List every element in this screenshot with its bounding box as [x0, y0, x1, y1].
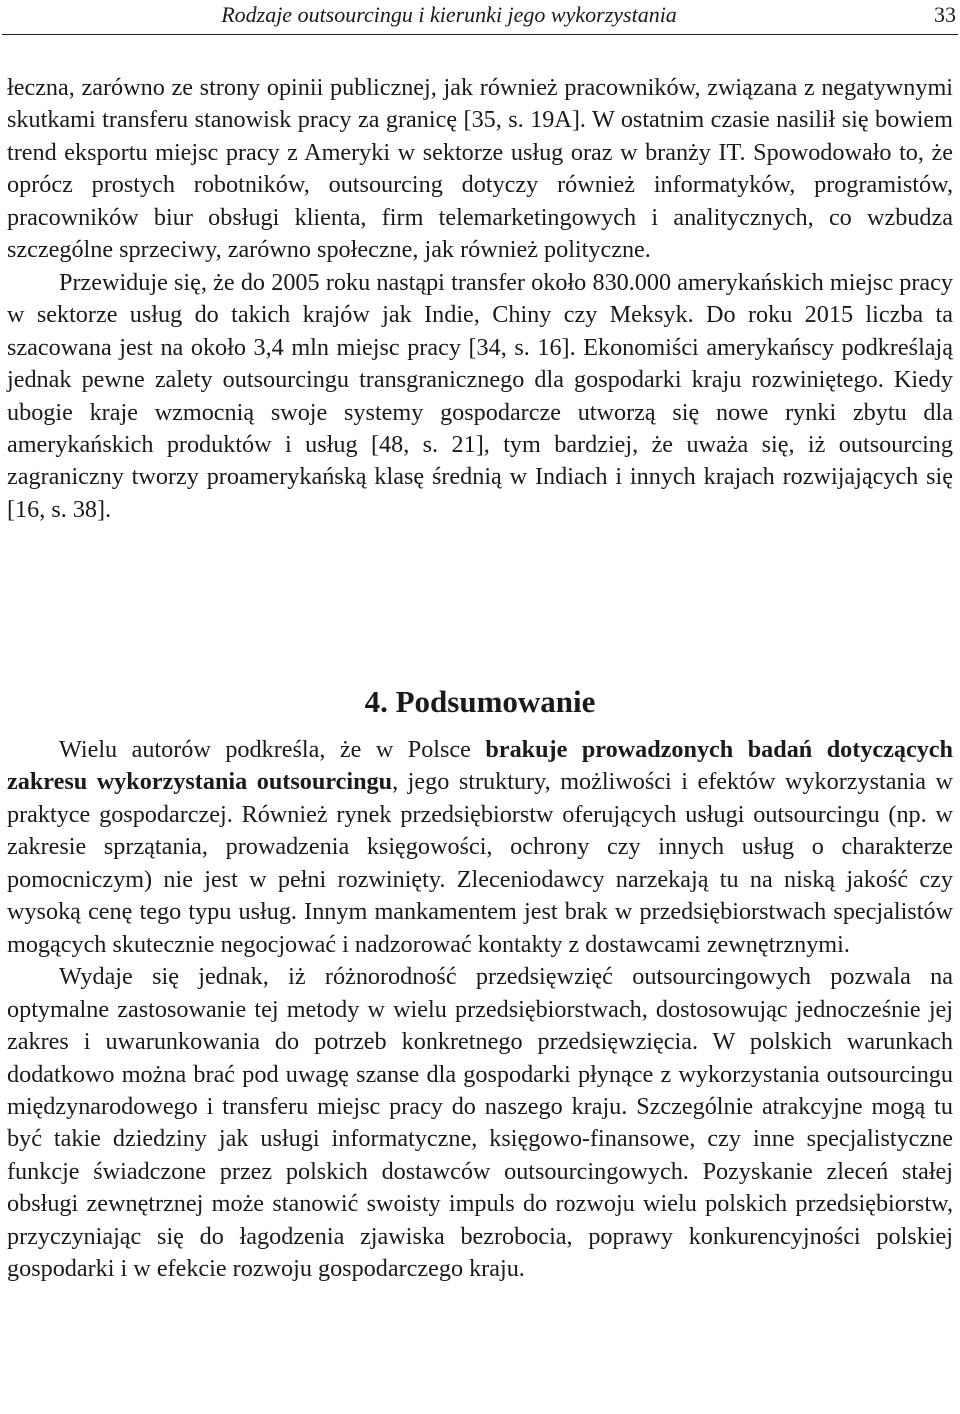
summary-rest-text: , jego struktury, możliwości i efektów wykorzystania w praktyce gospodarczej. Również rynek przedsiębiorstw oferujących usługi outsourcingu (np. w zakresie sprzątania, prowadzenia księgowości, ochrony czy innych usług o charakterze pomocniczym) nie jest w pełni rozwinięty. Zleceniodawcy narzekają tu na niską jakość czy wysoką cenę tego typu usług. Innym mankamentem jest brak w przedsiębiorstwach specjalistów mogących skutecznie negocjować i nadzorować kontakty z dostawcami zewnętrznymi.	[7, 768, 953, 958]
page-number: 33	[934, 2, 956, 27]
running-header	[2, 0, 958, 35]
section-heading: 4. Podsumowanie	[364, 683, 596, 719]
forecast-paragraph: Przewiduje się, że do 2005 roku nastąpi transfer około 830.000 amerykańskich miejsc pracy w sektorze usług do takich krajów jak Indie, Chiny czy Meksyk. Do roku 2015 liczba ta szacowana jest na około 3,4 mln miejsc pracy [34, s. 16]. Ekonomiści amerykańscy podkreślają jednak pewne zalety outsourcingu transgranicznego dla gospodarki kraju rozwiniętego. Kiedy ubogie kraje wzmocnią swoje systemy gospodarcze utworzą się nowe rynki zbytu dla amerykańskich produktów i usług [48, s. 21], tym bardziej, że uważa się, iż outsourcing zagraniczny tworzy proamerykańską klasę średnią w Indiach i innych krajach rozwijających się [16, s. 38].	[7, 268, 953, 523]
summary-paragraph-1	[7, 734, 953, 961]
running-header-title: Rodzaje outsourcingu i kierunki jego wykorzystania	[221, 2, 677, 27]
summary-emphasis-text: brakuje prowadzonych badań dotyczących zakresu wykorzystania outsourcingu	[7, 736, 953, 796]
continued-paragraph: łeczna, zarówno ze strony opinii publicznej, jak również pracowników, związana z negatywnymi skutkami transferu stanowisk pracy za granicę [35, s. 19A]. W ostatnim czasie nasilił się bowiem trend eksportu miejsc pracy z Ameryki w sektorze usług oraz w branży IT. Spowodowało to, że oprócz prostych robotników, outsourcing dotyczy również informatyków, programistów, pracowników biur obsługi klienta, firm telemarketingowych i analitycznych, co wzbudza szczególne sprzeciwy, zarówno społeczne, jak również polityczne.	[7, 74, 953, 264]
body-text-summary	[7, 734, 953, 1286]
summary-paragraph-2: Wydaje się jednak, iż różnorodność przedsięwzięć outsourcingowych pozwala na optymalne zastosowanie tej metody w wielu przedsiębiorstwach, dostosowując jednocześnie jej zakres i uwarunkowania do potrzeb konkretnego przedsięwzięcia. W polskich warunkach dodatkowo można brać pod uwagę szanse dla gospodarki płynące z wykorzystania outsourcingu międzynarodowego i transferu miejsc pracy do naszego kraju. Szczególnie atrakcyjne mogą tu być takie dziedziny jak usługi informatyczne, księgowo-finansowe, czy inne specjalistyczne funkcje świadczone przez polskich dostawców outsourcingowych. Pozyskanie zleceń stałej obsługi zewnętrznej może stanowić swoisty impuls do rozwoju wielu polskich przedsiębiorstw, przyczyniając się do łagodzenia zjawiska bezrobocia, poprawy konkurencyjności polskiej gospodarki i w efekcie rozwoju gospodarczego kraju.	[7, 963, 953, 1283]
summary-lead-text: Wielu autorów podkreśla, że w Polsce	[59, 736, 486, 763]
body-text-top	[7, 72, 953, 526]
